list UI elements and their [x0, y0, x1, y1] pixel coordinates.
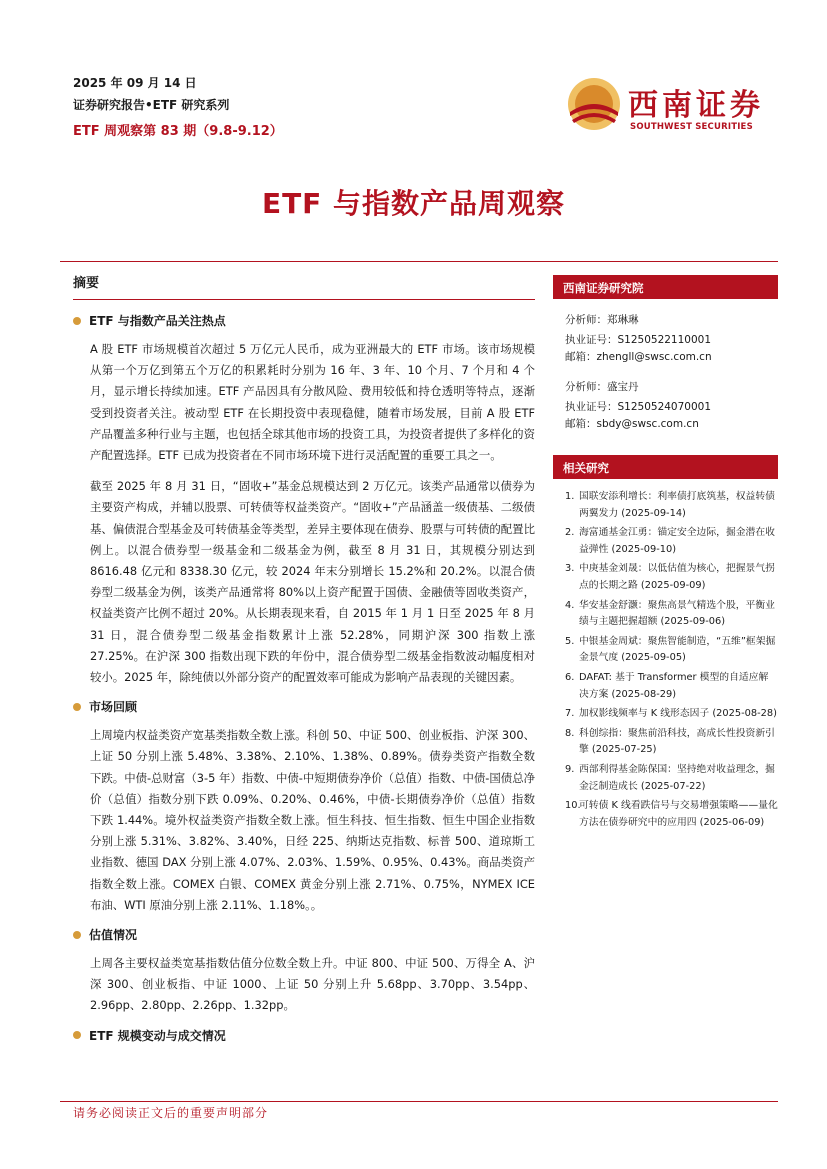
related-item-number: 7. — [565, 708, 575, 720]
divider-top — [60, 261, 778, 262]
paragraph: A 股 ETF 市场规模首次超过 5 万亿元人民币，成为亚洲最大的 ETF 市场。该市场规模从第一个万亿到第五个万亿的积累耗时分别为 16 年、3 年、10 个月、7 个月和 4 个月，显示增长持续加速。ETF 产品因具有分散风险、费用较低和持仓透明等特点，逐渐受到投资者关注。被动型 ETF 在长期投资中表现稳健，随着市场发展，目前 A 股 ETF 产品覆盖多种行业与主题，也包括全球其他市场的投资工具，为投资者提供了多样化的资产配置选择。ETF 已成为投资者在不同市场环境下进行灵活配置的重要工具之一。 — [90, 342, 535, 463]
related-item-text: 加权影线频率与 K 线形态因子 (2025-08-28) — [579, 708, 777, 720]
bullet-icon — [73, 1031, 81, 1039]
related-item-text: 海富通基金江勇：锚定安全边际，掘金潜在收益弹性 (2025-09-10) — [579, 527, 775, 555]
related-item-text: 国联安添利增长：利率债打底筑基，权益转债两翼发力 (2025-09-14) — [579, 491, 775, 519]
related-item[interactable] — [565, 762, 778, 795]
bullet-icon — [73, 931, 81, 939]
report-series: 证券研究报告•ETF 研究系列 — [73, 98, 230, 112]
section-heading-text: 市场回顾 — [89, 700, 138, 715]
paragraph: 截至 2025 年 8 月 31 日，“固收+”基金总规模达到 2 万亿元。该类产品通常以债券为主要资产构成，并辅以股票、可转债等权益类资产。“固收+”产品涵盖一级债基、二级债基、偏债混合型基金及可转债基金等类型，差异主要体现在债券、股票与可转债的配置比例上。以混合债券型一级基金和二级基金为例，截至 8 月 31 日，其规模分别达到 8616.48 亿元和 8338.30 亿元，较 2024 年末分别增长 15.2%和 20.2%。以混合债券型二级基金为例，该类产品通常将 80%以上资产配置于国债、金融债等固收类资产，权益类资产比例不超过 20%。从长期表现来看，自 2015 年 1 月 1 日至 2025 年 8 月 31 日，混合债券型二级基金指数累计上涨 52.28%，同期沪深 300 指数上涨 27.25%。在沪深 300 指数出现下跌的年份中，混合债券型二级基金指数波动幅度相对较小。2025 年，除纯债以外部分资产的配置效率可能成为影响产品表现的关键因素。 — [90, 479, 535, 685]
paragraph: 上周境内权益类资产宽基类指数全数上涨。科创 50、中证 500、创业板指、沪深 300、上证 50 分别上涨 5.48%、3.38%、2.10%、1.38%、0.89%。债券类资产指数全数下跌。中债-总财富（3-5 年）指数、中债-中短期债券净价（总值）指数、中债-国债总净价（总值）指数分别下跌 0.09%、0.20%、0.46%，中债-长期债券净价（总值）指数下跌 1.44%。境外权益类资产指数全数上涨。恒生科技、恒生指数、恒生中国企业指数分别上涨 5.31%、3.82%、3.40%，日经 225、纳斯达克指数、标普 500、道琼斯工业指数、德国 DAX 分别上涨 4.07%、2.03%、1.59%、0.95%、0.43%。商品类资产指数全数上涨。COMEX 白银、COMEX 黄金分别上涨 2.71%、0.75%，NYMEX ICE 布油、WTI 原油分别上涨 2.11%、1.18%。。 — [90, 728, 535, 912]
related-item-number: 5. — [565, 635, 575, 647]
disclaimer-notice: 请务必阅读正文后的重要声明部分 — [73, 1106, 269, 1120]
section-heading — [73, 926, 535, 943]
sun-logo-icon — [566, 76, 622, 132]
related-item-text: 西部利得基金陈保国：坚持绝对收益理念，掘金泛制造成长 (2025-07-22) — [579, 763, 775, 792]
section-heading-text: 估值情况 — [89, 928, 138, 943]
logo-chinese-name: 西南证券 — [628, 88, 764, 123]
abstract-column — [73, 272, 535, 1054]
related-item-number: 6. — [565, 671, 575, 683]
bullet-icon — [73, 703, 81, 711]
related-research-label: 相关研究 — [553, 455, 778, 479]
section-heading — [73, 312, 535, 329]
company-logo — [566, 72, 771, 136]
related-item-number: 4. — [565, 599, 575, 611]
report-issue: ETF 周观察第 83 期（9.8-9.12） — [73, 124, 283, 139]
related-item[interactable] — [565, 561, 778, 594]
report-date: 2025 年 09 月 14 日 — [73, 76, 197, 90]
related-item-text: 科创综指：聚焦前沿科技，高成长性投资新引擎 (2025-07-25) — [579, 727, 775, 756]
related-item-text: DAFAT: 基于 Transformer 模型的自适应解决方案 (2025-08-29) — [579, 671, 769, 700]
section-heading-text: ETF 规模变动与成交情况 — [89, 1028, 226, 1043]
related-item[interactable] — [565, 489, 778, 522]
related-item[interactable] — [565, 726, 778, 759]
related-item-number: 10. — [565, 800, 581, 812]
sidebar — [553, 275, 778, 834]
related-item-text: 中庚基金刘晟：以低估值为核心，把握景气拐点的长期之路 (2025-09-09) — [579, 563, 775, 591]
related-item-text: 中银基金周斌：聚焦智能制造，“五维”框架掘金景气度 (2025-09-05) — [579, 635, 776, 664]
related-item-number: 3. — [565, 563, 575, 575]
paragraph: 上周各主要权益类宽基指数估值分位数全数上升。中证 800、中证 500、万得全 A、沪深 300、创业板指、中证 1000、上证 50 分别上升 5.68pp、3.70pp、3.54pp、2.96pp、2.80pp、2.26pp、1.32pp。 — [90, 956, 535, 1013]
related-item[interactable] — [565, 706, 778, 723]
logo-english-name: SOUTHWEST SECURITIES — [630, 122, 753, 132]
analyst-cert: 执业证号：S1250524070001 — [565, 401, 712, 413]
analyst-cert: 执业证号：S1250522110001 — [565, 334, 712, 346]
analyst-email[interactable]: 邮箱：sbdy@swsc.com.cn — [565, 418, 699, 430]
related-item[interactable] — [565, 598, 778, 631]
analyst-name: 分析师：郑琳琳 — [565, 314, 639, 326]
analyst-card — [553, 379, 778, 433]
related-item-number: 1. — [565, 491, 575, 502]
related-item[interactable] — [565, 670, 778, 703]
abstract-heading: 摘要 — [73, 276, 100, 291]
divider-bottom — [60, 1101, 778, 1102]
abstract-divider — [73, 299, 535, 300]
related-item-number: 2. — [565, 527, 575, 539]
section-heading — [73, 698, 535, 715]
institute-label: 西南证券研究院 — [553, 275, 778, 299]
section-heading — [73, 1027, 535, 1044]
related-research-list — [553, 489, 778, 831]
related-item-text: 华安基金舒灏：聚焦高景气精选个股，平衡业绩与主题把握超额 (2025-09-06) — [579, 599, 775, 628]
related-item[interactable] — [565, 634, 778, 667]
analyst-email[interactable]: 邮箱：zhengll@swsc.com.cn — [565, 351, 712, 363]
bullet-icon — [73, 317, 81, 325]
related-item-number: 9. — [565, 763, 575, 775]
analyst-card — [553, 312, 778, 366]
related-item-text: 可转债 K 线看跌信号与交易增强策略——量化方法在债券研究中的应用四 (2025-06-09) — [579, 800, 778, 828]
related-item[interactable] — [565, 798, 778, 831]
related-item-number: 8. — [565, 727, 575, 739]
section-heading-text: ETF 与指数产品关注热点 — [89, 314, 226, 328]
analyst-name: 分析师：盛宝丹 — [565, 381, 639, 393]
related-item[interactable] — [565, 525, 778, 558]
page-title: ETF 与指数产品周观察 — [261, 187, 566, 220]
